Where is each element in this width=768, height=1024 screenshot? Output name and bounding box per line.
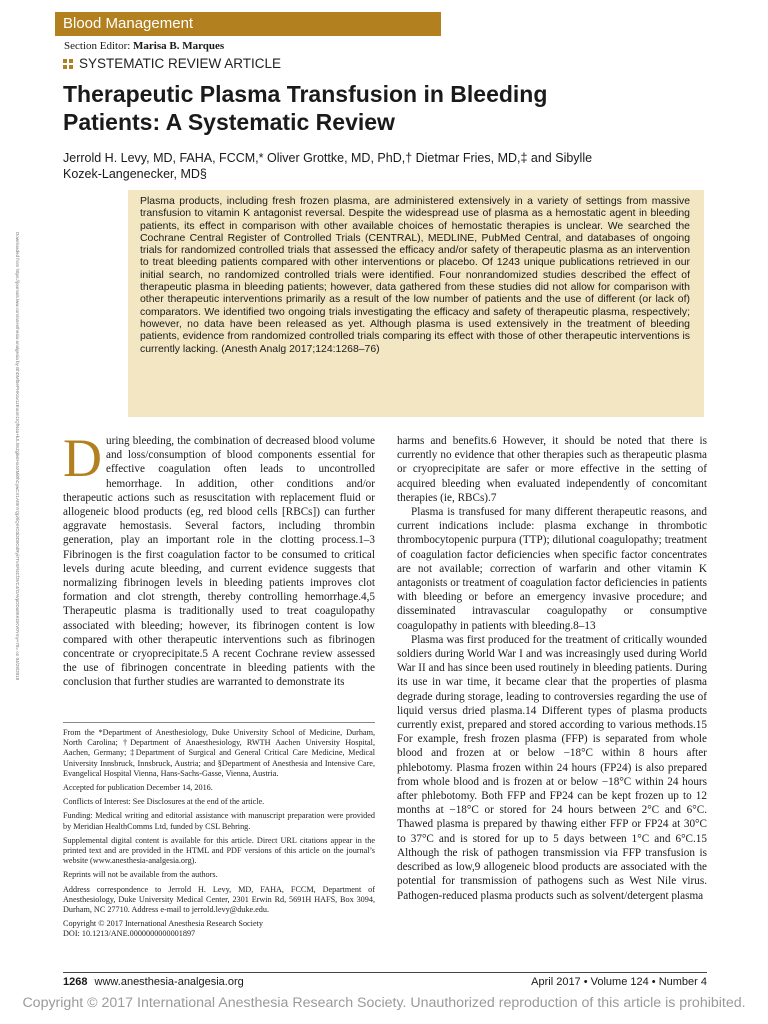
body-paragraph: Plasma is transfused for many different therapeutic reasons, and current indications include: plasma exchange in thrombotic thrombocytopenic purpura (TTP); dilutional coagulopathy; treatment of coagulation factor deficiencies when specific factor concentrates are not available; correction of warfarin and other vitamin K antagonists or treatment of coagulation factor deficiencies in patients with bleeding or before an emergency invasive procedure; and disseminated intravascular coagulopathy or consumptive coagulopathy in patients with bleeding.8–13 [397,506,707,632]
footnote-doi: DOI: 10.1213/ANE.0000000000001897 [63,929,196,939]
article-type [63,56,281,71]
drop-cap: D [63,428,102,488]
body-paragraph [63,428,375,690]
footnote-accepted: Accepted for publication December 14, 2016. [63,783,213,793]
footnote-divider [63,722,375,723]
author-list: Jerrold H. Levy, MD, FAHA, FCCM,* Oliver Grottke, MD, PhD,† Dietmar Fries, MD,‡ and Sibylle Kozek-Langenecker, MD§ [63,151,593,181]
footnote-funding: Funding: Medical writing and editorial assistance with manuscript preparation were provided by Meridian HealthComms Ltd, funded by CSL Behring. [63,811,375,831]
article-title: Therapeutic Plasma Transfusion in Bleeding Patients: A Systematic Review [63,81,548,135]
body-column-left [63,428,375,690]
section-editor [64,40,224,52]
footnote-reprints: Reprints will not be available from the authors. [63,870,218,880]
issue-info: April 2017 • Volume 124 • Number 4 [531,976,707,988]
footnote-conflicts: Conflicts of Interest: See Disclosures at the end of the article. [63,797,265,807]
download-watermark: Downloaded from https://journals.lww.com/anesthesia-analgesia by BhDMf5ePHKav1zEoum1tQfN4a+kJLhEZgbsIHo4XMi0hCywCX1AWnYQp/IlQrHD3i3D0OdRyi7TvSFl4Cf3VC4/OAVpDDa8KKGKV0Ymy+78= on 04/28/2018 [15,232,20,681]
body-text: uring bleeding, the combination of decreased blood volume and loss/consumption of blood components essential for effective coagulation often leads to uncontrolled hemorrhage. In addition, other conditions and/or therapeutic actions such as resuscitation with replacement fluid or allogeneic blood products (eg, red blood cells [RBCs]) can further aggravate hemostasis. Several factors, including thrombin generation, play an important role in the clotting process.1–3 Fibrinogen is the first coagulation factor to be consumed to critical levels during acute bleeding, and current evidence suggests that normalizing fibrinogen levels in bleeding patients improves clot formation and clot strength, thereby controlling hemorrhage.4,5 Therapeutic plasma is traditionally used to treat coagulopathy associated with bleeding; however, its fibrinogen content is low compared with other therapeutic interventions such as fibrinogen concentrate or cryoprecipitate.5 A recent Cochrane review assessed the use of fibrinogen concentrate in bleeding patients with the conclusion that further studies are warranted to demonstrate its [63,435,375,689]
body-column-right [397,434,707,956]
section-banner [55,12,441,36]
section-title: Blood Management [63,15,194,32]
footnotes [63,728,375,940]
body-paragraph: harms and benefits.6 However, it should be noted that there is currently no evidence that other therapies such as therapeutic plasma or cryoprecipitate are safer or more effective in the setting of acquired bleeding when evaluated independently of concomitant therapies (ie, RBCs).7 [397,435,707,504]
grid-square-icon [63,59,73,69]
footnote-affiliations: From the *Department of Anesthesiology, Duke University School of Medicine, Durham, North Carolina; †Department of Anaesthesiology, RWTH Aachen University Hospital, Aachen, Germany; ‡Department of Surgical and General Critical Care Medicine, Medical University Innsbruck, Innsbruck, Austria; and §Department of Anesthesia and Intensive Care, Evangelical Hospital Vienna, Hans-Sachs-Gasse, Vienna, Austria. [63,728,375,778]
journal-website-link[interactable]: www.anesthesia-analgesia.org [94,976,244,988]
footer-divider [63,972,707,973]
body-paragraph: Plasma was first produced for the treatment of critically wounded soldiers during World War I and was increasingly used during World War II and has since been used routinely in bleeding patients. During its use in war time, it became clear that the properties of plasma degrade during storage, leading to controversies regarding the use of liquid versus dried plasma.14 Different types of plasma products currently exist, prepared and stored according to various methods.15 For example, fresh frozen plasma (FFP) is separated from whole blood and frozen at or below −18°C within 8 hours after phlebotomy. Plasma frozen within 24 hours (FP24) is also prepared from whole blood and is frozen at or below −18°C within 24 hours after phlebotomy. Both FFP and FP24 can be kept frozen up to 12 months at −18°C or stored for 24 hours between 2°C and 6°C. Thawed plasma is prepared by thawing either FFP or FP24 at 30°C to 37°C and is stored for up to 5 days between 1°C and 6°C.15 Although the risk of pathogen transmission via FFP transfusion is described as low,9 allogeneic blood products are associated with the potential for transmission of pathogens such as West Nile virus. Pathogen-reduced plasma products such as solvent/detergent plasma [397,633,707,902]
abstract-text: Plasma products, including fresh frozen plasma, are administered extensively in a variety of settings from massive transfusion to vitamin K antagonist reversal. Despite the widespread use of plasma as a hemostatic agent in bleeding patients, its effect in comparison with other available choices of hemostatic therapies is unclear. We searched the Cochrane Central Register of Controlled Trials (CENTRAL), MEDLINE, PubMed Central, and databases of ongoing trials for randomized controlled trials that assessed the efficacy and/or safety of therapeutic plasma as an intervention to treat bleeding patients compared with other interventions or placebo. Of 1243 unique publications retrieved in our initial search, no randomized controlled trials were identified. Four nonrandomized studies described the effect of therapeutic plasma in bleeding patients; however, data gathered from these studies did not allow for comparison with other therapeutic interventions primarily as a result of the low number of patients and the use of different (or lack of) comparators. We identified two ongoing trials investigating the efficacy and safety of therapeutic plasma, respectively; however, no data have been released as yet. Although plasma is used extensively in the treatment of bleeding patients, evidence from randomized controlled trials comparing its effect with those of other therapeutic interventions is currently lacking. (Anesth Analg 2017;124:1268–76) [140,196,690,355]
copyright-notice: Copyright © 2017 International Anesthesia Research Society. Unauthorized reproduction of this article is prohibited. [22,995,746,1011]
abstract-box [128,190,704,417]
footnote-copyright: Copyright © 2017 International Anesthesia Research Society [63,919,263,929]
article-type-label: SYSTEMATIC REVIEW ARTICLE [79,56,282,71]
footnote-supplemental: Supplemental digital content is available for this article. Direct URL citations appear in the printed text and are provided in the HTML and PDF versions of this article on the journal’s website (www.anesthesia-analgesia.org). [63,835,375,866]
page-number: 1268 [63,976,88,988]
page-footer-left [63,976,244,988]
footnote-correspondence: Address correspondence to Jerrold H. Levy, MD, FAHA, FCCM, Department of Anesthesiology, Duke University Medical Center, 2301 Erwin Rd, 5691H HAFS, Box 3094, Durham, NC 27710. Address e-mail to jerrold.levy@duke.edu. [63,884,375,915]
section-editor-name: Marisa B. Marques [133,40,225,52]
section-editor-label: Section Editor: [64,40,131,52]
